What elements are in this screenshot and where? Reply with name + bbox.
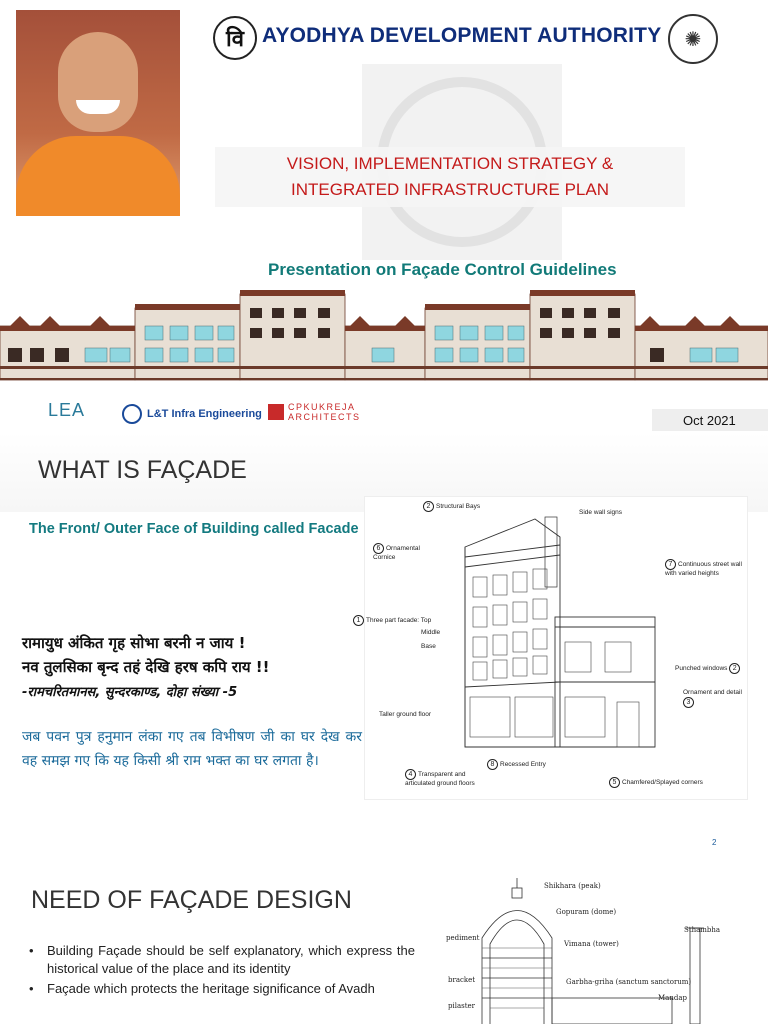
hindi-quote-line-2: नव तुलसिका बृन्द तहं देखि हरष कपि राय !! (22, 658, 270, 676)
label-structural-bays: 2 Structural Bays (423, 501, 480, 512)
label-continuous-street-wall: 7 Continuous street wall with varied heights (665, 561, 742, 577)
cpk-logo-icon (268, 404, 284, 420)
label-mandap: Mandap (658, 994, 687, 1002)
label-three-part-facade: 1 Three part facade: Top (353, 615, 431, 626)
title-slide (0, 0, 768, 432)
street-facade-elevation-illustration (0, 286, 768, 384)
facade-diagram (356, 496, 748, 800)
label-ornamental-cornice: 6 Ornamental Cornice (373, 545, 420, 561)
need-of-facade-slide (0, 856, 768, 1024)
vision-line-1: VISION, IMPLEMENTATION STRATEGY & (286, 154, 614, 173)
cpkukreja-logo (268, 402, 361, 422)
vision-line-2: INTEGRATED INFRASTRUCTURE PLAN (291, 180, 609, 199)
bullet-list (29, 942, 415, 1000)
cpk-logo-name: CPKUKREJA (288, 402, 356, 412)
label-garbha: Garbha-griha (sanctum sanctorum) (566, 978, 692, 986)
hindi-quote-line-1: रामायुध अंकित गृह सोभा बरनी न जाय ! (22, 634, 246, 652)
temple-sketch-illustration (442, 878, 768, 1024)
hindi-quote-source: -रामचरितमानस, सुन्दरकाण्ड, दोहा संख्या -5 (22, 685, 238, 700)
list-item: • Façade which protects the heritage significance of Avadh (29, 980, 415, 998)
label-pediment: pediment (446, 934, 480, 942)
lt-logo (122, 404, 262, 424)
label-shikhara: Shikhara (peak) (544, 882, 601, 890)
label-base: Base (421, 643, 436, 650)
label-punched-windows: Punched windows 2 (675, 663, 742, 674)
org-title: AYODHYA DEVELOPMENT AUTHORITY (262, 24, 662, 47)
label-recessed-entry: 8 Recessed Entry (487, 759, 546, 770)
label-middle: Middle (421, 629, 441, 636)
slide-subtitle: The Front/ Outer Face of Building called Facade (29, 521, 359, 537)
temple-diagram (442, 878, 768, 1024)
label-gopuram: Gopuram (dome) (556, 908, 617, 916)
label-ornament-detail: Ornament and detail 3 (683, 689, 742, 706)
what-is-facade-slide (0, 432, 768, 852)
slide-title: WHAT IS FAÇADE (38, 456, 247, 484)
label-side-wall-signs: Side wall signs (579, 509, 622, 516)
label-bracket: bracket (448, 976, 476, 984)
lea-logo: LEA (48, 400, 86, 420)
label-stambha: Sthambha (684, 926, 721, 934)
cpk-logo-sub: ARCHITECTS (288, 412, 361, 422)
vision-title-box (215, 147, 685, 207)
label-vimana: Vimana (tower) (564, 940, 619, 948)
lt-logo-icon (122, 404, 142, 424)
hindi-paragraph: जब पवन पुत्र हनुमान लंका गए तब विभीषण जी का घर देख कर वह समझ गए कि यह किसी श्री राम भक्त का घर लगता है। (22, 729, 362, 769)
list-item: • Building Façade should be self explanatory, which express the historical value of the place and its identity (29, 942, 415, 978)
lt-logo-text: L&T Infra Engineering (147, 408, 262, 420)
slide-title: NEED OF FAÇADE DESIGN (31, 886, 352, 914)
page-number: 2 (712, 838, 717, 847)
date-label: Oct 2021 (652, 409, 768, 431)
up-emblem-icon: ✺ (668, 14, 718, 64)
label-pilaster: pilaster (448, 1002, 476, 1010)
ada-logo-icon: वि (213, 16, 257, 60)
portrait-photo (16, 10, 180, 216)
label-transparent-ground: 4 Transparent and articulated ground floors (405, 771, 475, 787)
label-chamfered-corners: 5 Chamfered/Splayed corners (609, 777, 703, 788)
label-taller-ground-floor: Taller ground floor (379, 711, 432, 718)
presentation-subtitle: Presentation on Façade Control Guidelines (268, 260, 617, 279)
